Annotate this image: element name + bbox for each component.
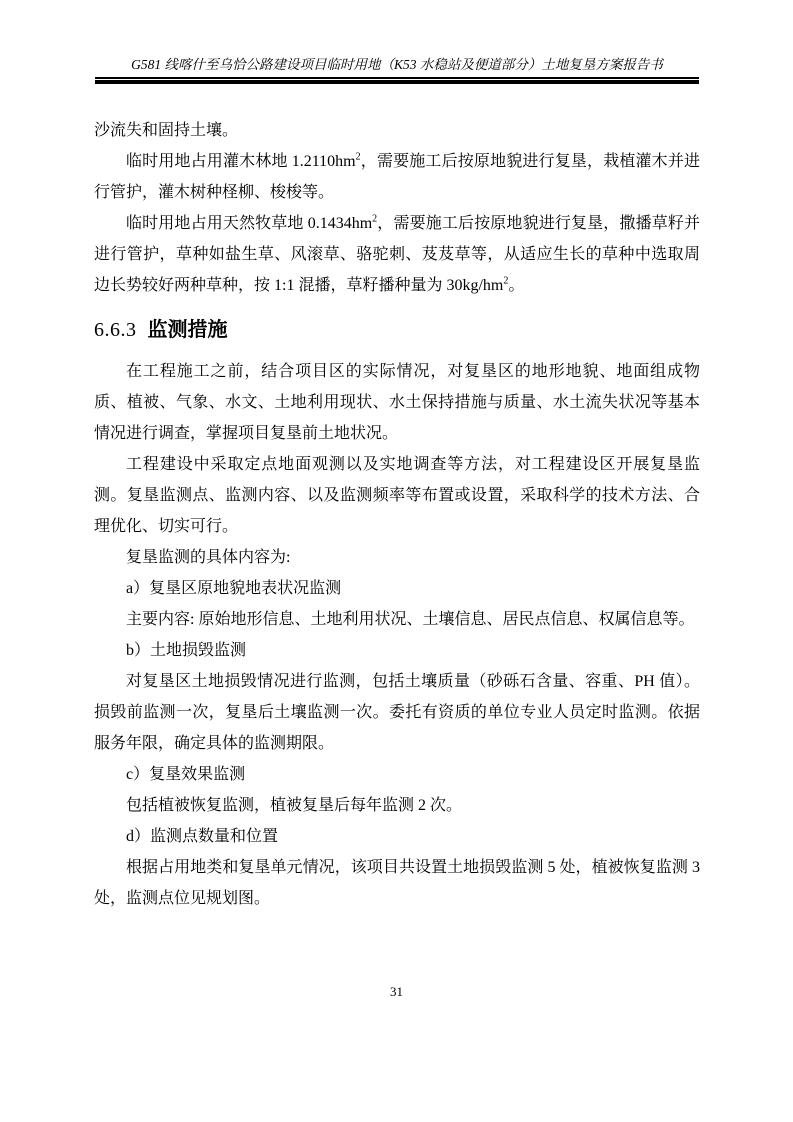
document-body xyxy=(94,115,700,914)
section-title: 监测措施 xyxy=(147,319,228,341)
paragraph-text: 在工程施工之前，结合项目区的实际情况，对复垦区的地形地貌、地面组成物质、植被、气象、水文、土地利用现状、水土保持措施与质量、水土流失状况等基本情况进行调查，掌握项目复垦前土地状况。 xyxy=(94,363,700,442)
paragraph-text: 临时用地占用天然牧草地 0.1434hm xyxy=(126,215,373,232)
paragraph-damage-monitoring xyxy=(94,666,700,759)
section-number: 6.6.3 xyxy=(94,319,137,341)
paragraph-effect-monitoring xyxy=(94,790,700,821)
paragraph-grassland xyxy=(94,208,700,301)
superscript: 2 xyxy=(355,151,361,163)
paragraph-text: 沙流失和固持土壤。 xyxy=(94,122,239,139)
paragraph-text: 主要内容: 原始地形信息、土地利用状况、土壤信息、居民点信息、权属信息等。 xyxy=(126,611,695,628)
paragraph-text: ，需要施工后按原地貌进行复垦，撒播草籽并进行管护，草种如盐生草、风滚草、骆驼刺、芨芨草等，从适应生长的草种中选取周边长势较好两种草种，按 1:1 混播，草籽播种量为 30kg/hm xyxy=(94,215,700,294)
header-rule-thick xyxy=(95,80,699,84)
paragraph-text: 包括植被恢复监测，植被复垦后每年监测 2 次。 xyxy=(126,797,463,814)
superscript: 2 xyxy=(372,213,378,225)
paragraph-survey xyxy=(94,356,700,449)
paragraph-text: 临时用地占用灌木林地 1.2110hm xyxy=(126,153,356,170)
paragraph-monitoring-points xyxy=(94,852,700,914)
paragraph-text: b）土地损毁监测 xyxy=(126,642,247,659)
list-item-c xyxy=(94,759,700,790)
paragraph-text: d）监测点数量和位置 xyxy=(126,828,279,845)
paragraph-text: 根据占用地类和复垦单元情况，该项目共设置土地损毁监测 5 处，植被恢复监测 3 处，监测点位见规划图。 xyxy=(94,859,700,907)
paragraph-monitoring-method xyxy=(94,449,700,542)
header-rule-thin xyxy=(95,77,699,79)
list-item-b xyxy=(94,635,700,666)
paragraph-text: 。 xyxy=(508,277,525,294)
paragraph-monitoring-intro xyxy=(94,542,700,573)
paragraph-text: a）复垦区原地貌地表状况监测 xyxy=(126,580,342,597)
page-header-title: G581 线喀什至乌恰公路建设项目临时用地（K53 水稳站及便道部分）土地复垦方案报告书 xyxy=(131,57,663,72)
paragraph-text: 复垦监测的具体内容为: xyxy=(126,549,291,566)
section-heading-663 xyxy=(94,315,700,346)
paragraph-shrubland xyxy=(94,146,700,208)
paragraph-main-content xyxy=(94,604,700,635)
superscript: 2 xyxy=(503,275,509,287)
page-number: 31 xyxy=(390,984,403,999)
list-item-d xyxy=(94,821,700,852)
paragraph-text: 工程建设中采取定点地面观测以及实地调查等方法，对工程建设区开展复垦监测。复垦监测点、监测内容、以及监测频率等布置或设置，采取科学的技术方法、合理优化、切实可行。 xyxy=(94,456,700,535)
paragraph-text: c）复垦效果监测 xyxy=(126,766,246,783)
list-item-a xyxy=(94,573,700,604)
paragraph-text: ，需要施工后按原地貌进行复垦，栽植灌木并进行管护，灌木树种柽柳、梭梭等。 xyxy=(94,153,700,201)
paragraph-text: 对复垦区土地损毁情况进行监测，包括土壤质量（砂砾石含量、容重、PH 值）。损毁前监测一次，复垦后土壤监测一次。委托有资质的单位专业人员定时监测。依据服务年限，确定具体的监测期限。 xyxy=(94,673,700,752)
paragraph-continuation xyxy=(94,115,700,146)
